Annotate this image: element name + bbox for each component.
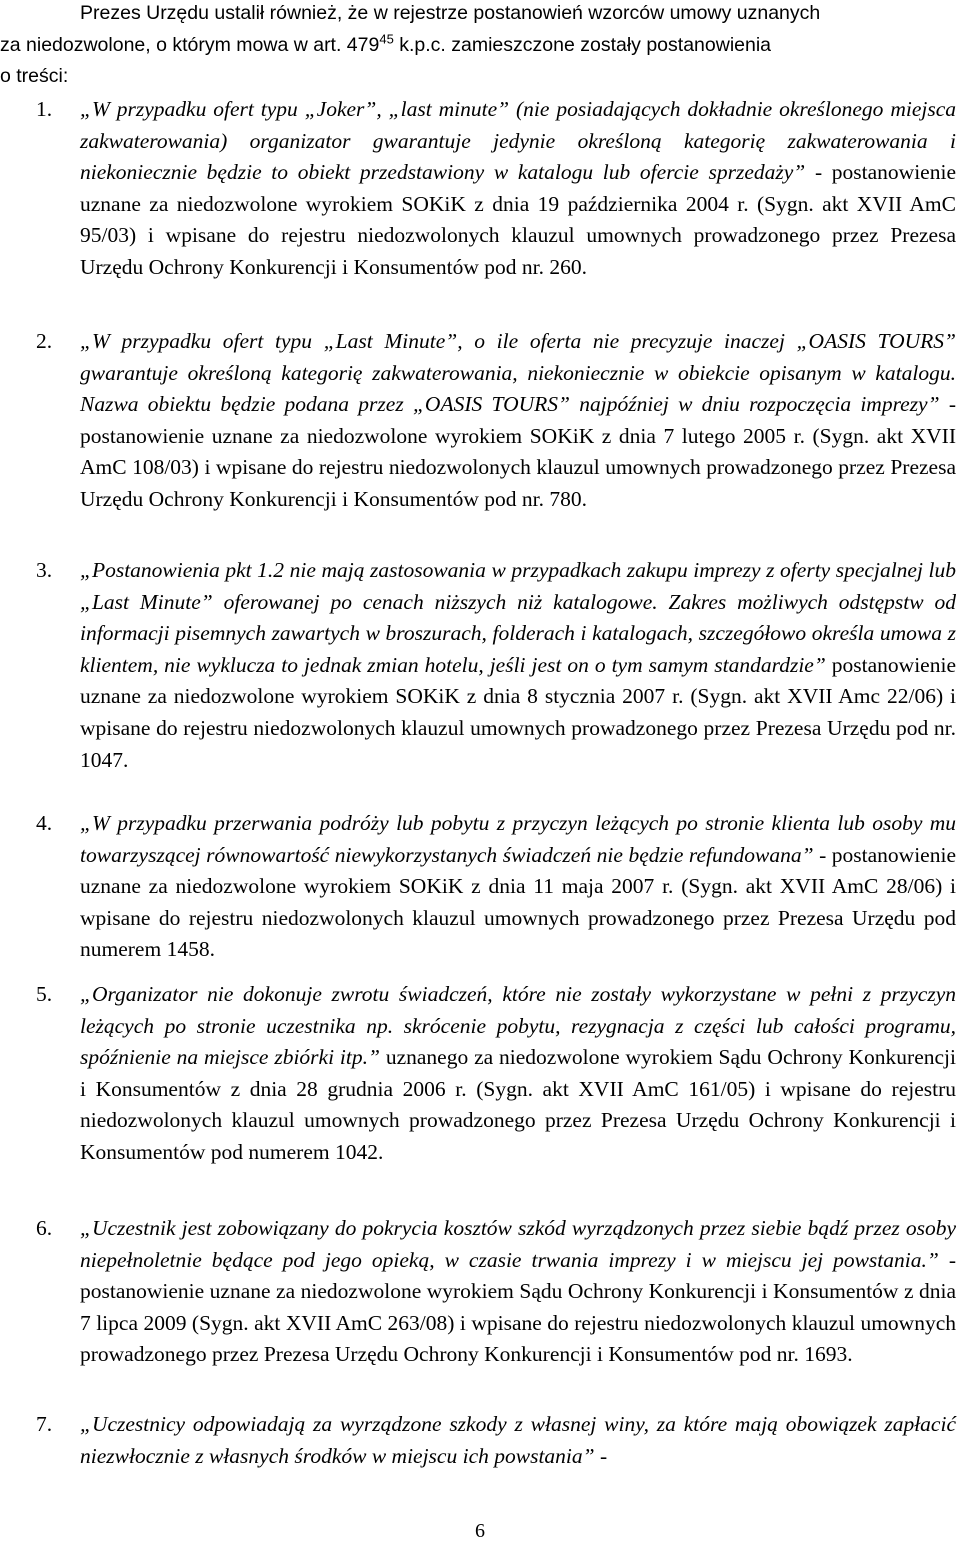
list-item-number: 1. <box>36 97 53 121</box>
list-item-1 <box>36 94 956 284</box>
clause-text: „Organizator nie dokonuje zwrotu świadczeń, które nie zostały wykorzystane w pełni z przyczyn leżących po stronie uczestnika np. skrócenie pobytu, rezygnacja z części lub całości programu, spóźnienie na miejsce zbiórki itp.” <box>80 982 956 1070</box>
ruling-text: - <box>594 1443 608 1468</box>
list-item-number: 7. <box>36 1412 53 1436</box>
clause-text: „W przypadku ofert typu „Joker”, „last minute” (nie posiadających dokładnie określonego miejsca zakwaterowania) organizator gwarantuje jedynie określoną kategorię zakwaterowania i niekoniecznie będzie to obiekt przedstawiony w katalogu lub ofercie sprzedaży” <box>80 97 956 185</box>
intro-line-2-text: za niedozwolone, o którym mowa w art. 479 <box>0 33 380 56</box>
ruling-text: uznanego za niedozwolone wyrokiem Sądu Ochrony Konkurencji i Konsumentów z dnia 28 grudnia 2006 r. (Sygn. akt XVII AmC 161/05) i wpisane do rejestru niedozwolonych klauzul umownych prowadzonego przez Prezesa Urzędu Ochrony Konkurencji i Konsumentów pod numerem 1042. <box>80 1045 956 1164</box>
clause-text: „Uczestnicy odpowiadają za wyrządzone szkody z własnej winy, za które mają obowiązek zapłacić niezwłocznie z własnych środków w miejscu ich powstania” <box>80 1412 956 1468</box>
article-superscript: 45 <box>379 31 394 47</box>
clause-text: „W przypadku przerwania podróży lub pobytu z przyczyn leżących po stronie klienta lub osoby mu towarzyszącej równowartość niewykorzystanych świadczeń nie będzie refundowana” <box>80 811 956 867</box>
ruling-text: - postanowienie uznane za niedozwolone wyrokiem SOKiK z dnia 19 października 2004 r. (Sygn. akt XVII AmC 95/03) i wpisane do rejestru niedozwolonych klauzul umownych prowadzonego przez Prezesa Urzędu Ochrony Konkurencji i Konsumentów pod nr. 260. <box>80 160 956 279</box>
list-item-number: 4. <box>36 811 53 835</box>
intro-line-2 <box>0 30 956 62</box>
intro-line-3: o treści: <box>0 65 69 88</box>
intro-line-2-tail: k.p.c. zamieszczone zostały postanowienia <box>393 33 772 56</box>
list-item-number: 6. <box>36 1216 53 1240</box>
list-item-2 <box>36 326 956 516</box>
intro-paragraph <box>0 0 956 93</box>
clause-text: „W przypadku ofert typu „Last Minute”, o ile oferta nie precyzuje inaczej „OASIS TOURS” gwarantuje określoną kategorię zakwaterowania, niekoniecznie w obiekcie opisanym w katalogu. Nazwa obiektu będzie podana przez „OASIS TOURS” najpóźniej w dniu rozpoczęcia imprezy” <box>80 329 956 417</box>
clause-text: „Postanowienia pkt 1.2 nie mają zastosowania w przypadkach zakupu imprezy z oferty specjalnej lub „Last Minute” oferowanej po cenach niższych niż katalogowe. Zakres możliwych odstępstw od informacji pisemnych zawartych w broszurach, folderach i katalogach, szczegółowo określa umowa z klientem, nie wyklucza to jednak zmian hotelu, jeśli jest on o tym samym standardzie” <box>80 558 956 677</box>
page-number: 6 <box>475 1520 485 1542</box>
clause-text: „Uczestnik jest zobowiązany do pokrycia kosztów szkód wyrządzonych przez siebie bądź przez osoby niepełnoletnie będące pod jego opieką, w czasie trwania imprezy i w miejscu jej powstania.” <box>80 1216 956 1272</box>
list-item-3 <box>36 555 956 776</box>
ruling-text: postanowienie uznane za niedozwolone wyrokiem SOKiK z dnia 8 stycznia 2007 r. (Sygn. akt XVII Amc 22/06) i wpisane do rejestru niedozwolonych klauzul umownych prowadzonego przez Prezesa Urzędu pod nr. 1047. <box>80 652 956 772</box>
list-item-number: 2. <box>36 329 53 353</box>
list-item-4 <box>36 808 956 966</box>
list-item-number: 5. <box>36 982 53 1006</box>
list-item-6 <box>36 1213 956 1371</box>
ruling-text: - postanowienie uznane za niedozwolone wyrokiem SOKiK z dnia 7 lutego 2005 r. (Sygn. akt XVII AmC 108/03) i wpisane do rejestru niedozwolonych klauzul umownych prowadzonego przez Prezesa Urzędu Ochrony Konkurencji i Konsumentów pod nr. 780. <box>80 392 956 511</box>
ruling-text: - postanowienie uznane za niedozwolone wyrokiem Sądu Ochrony Konkurencji i Konsumentów z dnia 7 lipca 2009 (Sygn. akt XVII AmC 263/08) i wpisane do rejestru niedozwolonych klauzul umownych prowadzonego przez Prezesa Urzędu Ochrony Konkurencji i Konsumentów pod nr. 1693. <box>80 1247 956 1367</box>
list-item-7 <box>36 1409 956 1472</box>
ruling-text: - postanowienie uznane za niedozwolone wyrokiem SOKiK z dnia 11 maja 2007 r. (Sygn. akt XVII AmC 28/06) i wpisane do rejestru niedozwolonych klauzul umownych prowadzonego przez Prezesa Urzędu pod numerem 1458. <box>80 842 956 962</box>
list-item-5 <box>36 979 956 1169</box>
list-item-number: 3. <box>36 558 53 582</box>
intro-line-1: Prezes Urzędu ustalił również, że w rejestrze postanowień wzorców umowy uznanych <box>80 2 821 24</box>
